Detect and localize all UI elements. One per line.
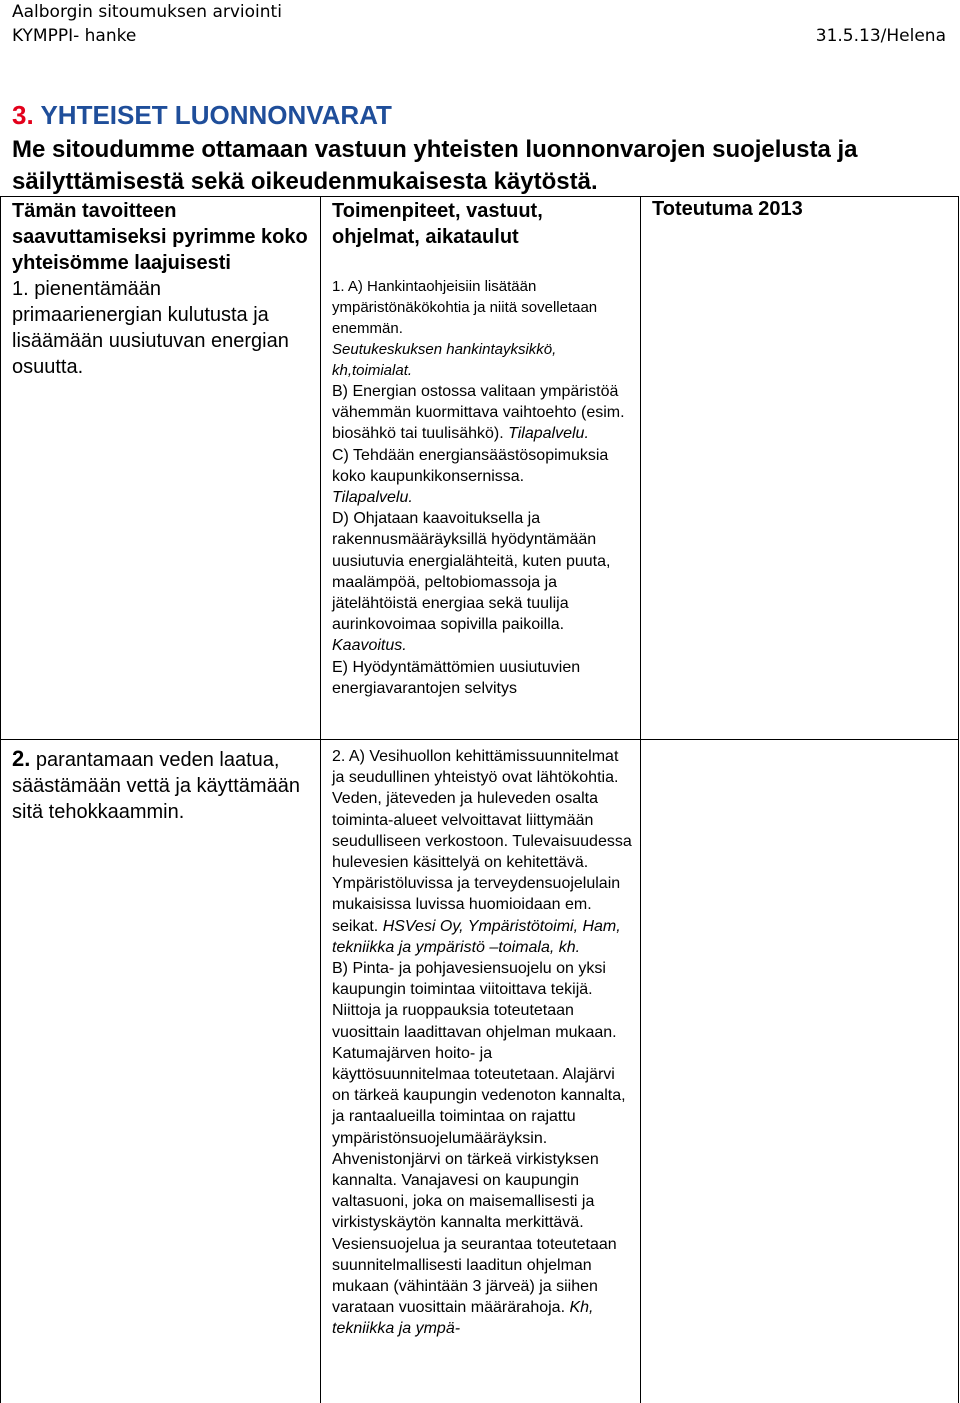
section-number: 3.	[12, 100, 34, 130]
header-title: Aalborgin sitoumuksen arviointi	[12, 2, 282, 22]
column-header-actions: Toimenpiteet, vastuut, ohjelmat, aikataulut	[332, 200, 543, 248]
goal-2-description: parantamaan veden laatua, säästämään vettä ja käyttämään sitä tehokkaammin.	[12, 749, 300, 823]
action-2a: 2. A) Vesihuollon kehittämissuunnitelmat ja seudullinen yhteistyö ovat lähtökohtia. Veden, jäteveden ja huleveden osalta toiminta-alueet velvoittavat liittymään seudulliseen verkostoon. Tulevaisuudessa hulevesien käsittelyä on kehitettävä. Ympäristöluvissa ja terveydensuojelulain mukaisissa luvissa huomioidaan em. seikat. HSVesi Oy, Ympäristötoimi, Ham, tekniikka ja ympäristö –toimala, kh.	[332, 748, 632, 956]
table-border-left	[0, 196, 1, 1403]
action-1b: B) Energian ostossa valitaan ympäristöä vähemmän kuormittava vaihtoehto (esim. biosähkö tai tuulisähkö). Tilapalvelu.	[332, 383, 625, 443]
action-1c: C) Tehdään energiansäästösopimuksia koko kaupunkikonsernissa.	[332, 446, 609, 485]
header-project: KYMPPI- hanke	[12, 26, 137, 46]
action-2a-responsible: HSVesi Oy, Ympäristötoimi, Ham, tekniikka ja ympäristö –toimala, kh.	[332, 917, 621, 956]
action-1d: D) Ohjataan kaavoituksella ja rakennusmääräyksillä hyödyntämään uusiutuvia energialähteitä, kuten puuta, maalämpöä, peltobiomassoja ja jätelähtöistä energiaa sekä tuulija aurinkovoimaa sopivilla paikoilla.	[332, 510, 611, 634]
action-2b: B) Pinta- ja pohjavesiensuojelu on yksi kaupungin toimintaa viitoittava tekijä. Niittoja ja ruoppauksia toteutetaan vuosittain laadittavan ohjelman mukaan. Katumajärven hoito- ja käyttösuunnitelmaa toteutetaan. Alajärvi on tärkeä kaupungin vedenoton kannalta, ja rantaalueilla toimintaa on rajattu ympäristönsuojelumääräyksin. Ahvenistonjärvi on tärkeä virkistyksen kannalta. Vanajavesi on kaupungin valtasuoni, joka on maisemallisesti ja virkistyskäytön kannalta merkittävä. Vesiensuojelua ja seurantaa toteutetaan suunnitelmallisesti laaditun ohjelman mukaan (vähintään 3 järveä) ja siihen varataan vuosittain määrärahoja. Kh, tekniikka ja ympä-	[332, 960, 626, 1338]
column-header-goals: Tämän tavoitteen saavuttamiseksi pyrimme koko yhteisömme laajuisesti	[12, 200, 308, 274]
table-row-divider	[0, 739, 959, 740]
action-1c-responsible: Tilapalvelu.	[332, 489, 413, 507]
action-1b-responsible: Tilapalvelu.	[508, 425, 589, 443]
document-header-left	[12, 0, 282, 48]
section-title: YHTEISET LUONNONVARAT	[40, 100, 392, 130]
column-header-status: Toteutuma 2013	[652, 198, 803, 220]
header-date-author: 31.5.13/Helena	[815, 26, 946, 46]
section-commitment: Me sitoudumme ottamaan vastuun yhteisten luonnonvarojen suojelusta ja säilyttämisestä sekä oikeudenmukaisesta käytöstä.	[12, 136, 858, 195]
action-1e: E) Hyödyntämättömien uusiutuvien energiavarantojen selvitys	[332, 658, 581, 697]
actions-1	[332, 276, 632, 699]
action-2b-responsible: Kh, tekniikka ja ympä-	[332, 1299, 594, 1338]
goal-1-text: 1. pienentämään primaarienergian kulutusta ja lisäämään uusiutuvan energian osuutta.	[12, 278, 289, 378]
section-heading	[12, 98, 392, 132]
table-top-border	[0, 196, 959, 197]
table-divider-1	[320, 196, 321, 1403]
action-1a: 1. A) Hankintaohjeisiin lisätään ympäristönäkökohtia ja niitä sovelletaan enemmän.	[332, 278, 598, 337]
goal-2-text	[12, 746, 310, 825]
table-divider-2	[640, 196, 641, 1403]
actions-2	[332, 746, 632, 1340]
action-1d-responsible: Kaavoitus.	[332, 637, 407, 655]
table-border-right	[958, 196, 959, 1403]
action-1a-responsible: Seutukeskuksen hankintayksikkö, kh,toimialat.	[332, 341, 557, 379]
goal-2-number: 2.	[12, 746, 31, 771]
